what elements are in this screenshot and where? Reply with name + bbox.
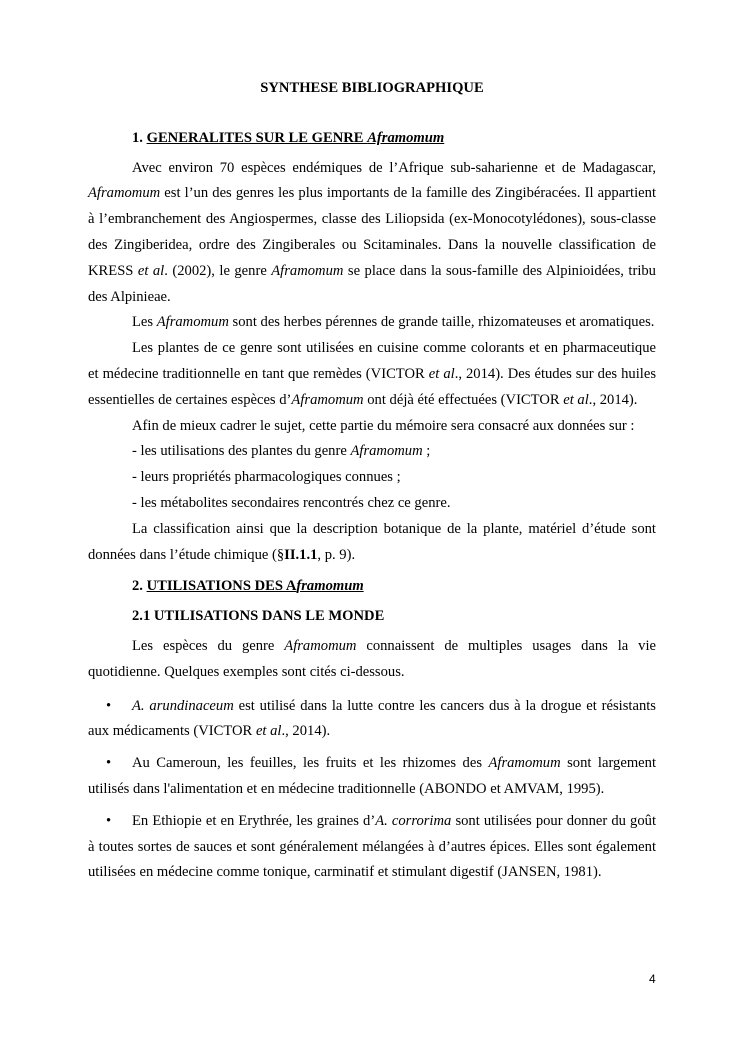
text-run-italic: Aframomum bbox=[291, 391, 364, 408]
bullet-item-2 bbox=[88, 751, 656, 803]
text-run: sont largement utilisés dans l'alimentation et en médecine traditionnelle (ABONDO et AMVAM, 1995). bbox=[88, 755, 657, 797]
paragraph-4: Afin de mieux cadrer le sujet, cette partie du mémoire sera consacré aux données sur : bbox=[132, 417, 635, 434]
text-run: ; bbox=[422, 443, 431, 460]
text-run: ont déjà été effectuées (VICTOR bbox=[363, 391, 564, 408]
bullet-item-3 bbox=[88, 809, 656, 886]
text-run: connaissent de multiples usages dans la vie quotidienne. Quelques exemples sont cités ci-dessous. bbox=[88, 637, 657, 680]
section-2-1-heading: 2.1 UTILISATIONS DANS LE MONDE bbox=[132, 608, 385, 625]
section-2-title bbox=[147, 578, 364, 594]
section-1-title bbox=[147, 130, 445, 146]
section-1-number: 1. bbox=[132, 129, 147, 146]
text-run-italic: Aframomum bbox=[350, 443, 423, 460]
text-run: Les espèces du genre bbox=[132, 637, 285, 654]
paragraph-3 bbox=[88, 336, 656, 413]
text-run-italic: Aframomum bbox=[488, 755, 561, 772]
section-1-title-italic: Aframomum bbox=[367, 129, 445, 146]
paragraph-2 bbox=[88, 310, 656, 336]
text-run: Les bbox=[132, 314, 157, 331]
section-1-heading bbox=[88, 126, 656, 152]
section-2-title-text: UTILISATIONS DES A bbox=[146, 578, 297, 595]
text-run: est l’un des genres les plus importants de la famille des Zingibéracées. Il appartient à l’embranchement des Angiospermes, classe des Liliopsida (ex-Monocotylédones), sous-classe des Zingiberidea, ordre des Zingiberales ou Scitaminales. Dans la nouvelle classification de KRESS bbox=[88, 185, 656, 279]
page-content bbox=[88, 76, 656, 886]
page-number: 4 bbox=[649, 972, 656, 986]
text-run-italic: Aframomum bbox=[284, 637, 357, 654]
text-run: , p. 9). bbox=[317, 546, 356, 563]
text-run: La classification ainsi que la description botanique de la plante, matériel d’étude sont données dans l’étude chimique (§ bbox=[88, 520, 656, 563]
bullet-icon: • bbox=[106, 697, 112, 714]
text-run: ., 2014). bbox=[281, 723, 331, 740]
text-run: sont des herbes pérennes de grande taille, rhizomateuses et aromatiques. bbox=[228, 314, 655, 331]
text-run: Avec environ 70 espèces endémiques de l’Afrique sub-saharienne et de Madagascar, bbox=[132, 159, 656, 176]
paragraph-1 bbox=[88, 156, 656, 311]
bullet-item-1 bbox=[88, 694, 656, 746]
bullet-icon: • bbox=[106, 812, 112, 829]
text-run: se place dans la sous-famille des Alpinioidées, tribu des Alpinieae. bbox=[88, 262, 656, 305]
paragraph-6 bbox=[88, 634, 656, 686]
section-2-title-italic: framomum bbox=[296, 578, 364, 595]
text-run-italic: A. corrorima bbox=[375, 812, 452, 829]
section-2-heading bbox=[88, 574, 656, 600]
text-run-italic: Aframomum bbox=[271, 262, 344, 279]
text-run-bold: II.1.1 bbox=[284, 546, 318, 563]
text-run-italic: Aframomum bbox=[156, 314, 229, 331]
text-run-italic: et al bbox=[255, 723, 282, 740]
text-run: - les utilisations des plantes du genre bbox=[132, 443, 351, 460]
text-run: sont utilisées pour donner du goût à toutes sortes de sauces et sont généralement mélangées à d’autres épices. Elles sont également utilisées en médecine comme tonique, carminatif et stimulant digestif (JANSEN, 1981). bbox=[88, 812, 656, 881]
section-1-title-text: GENERALITES SUR LE GENRE bbox=[146, 129, 368, 146]
paragraph-5 bbox=[88, 517, 656, 569]
text-run: ., 2014). Des études sur des huiles essentielles de certaines espèces d’ bbox=[88, 365, 656, 408]
text-run: est utilisé dans la lutte contre les cancers dus à la drogue et résistants aux médicaments (VICTOR bbox=[88, 697, 656, 740]
text-run: Au Cameroun, les feuilles, les fruits et les rhizomes des bbox=[132, 755, 489, 772]
list-item: - leurs propriétés pharmacologiques connues ; bbox=[132, 469, 401, 486]
text-run-italic: et al bbox=[137, 262, 165, 279]
text-run-italic: Aframomum bbox=[88, 185, 161, 202]
text-run-italic: et al bbox=[428, 365, 455, 382]
list-item bbox=[88, 439, 656, 465]
list-item: - les métabolites secondaires rencontrés chez ce genre. bbox=[132, 494, 451, 511]
text-run: . (2002), le genre bbox=[164, 262, 272, 279]
section-2-number: 2. bbox=[132, 578, 147, 595]
text-run: ., 2014). bbox=[588, 391, 638, 408]
text-run-italic: et al bbox=[563, 391, 589, 408]
text-run-italic: A. arundinaceum bbox=[132, 697, 234, 714]
bullet-icon: • bbox=[106, 755, 112, 772]
text-run: Les plantes de ce genre sont utilisées en cuisine comme colorants et en pharmaceutique et médecine traditionnelle en tant que remèdes (VICTOR bbox=[88, 340, 656, 382]
page-title: SYNTHESE BIBLIOGRAPHIQUE bbox=[260, 80, 484, 96]
text-run: En Ethiopie et en Erythrée, les graines d’ bbox=[132, 812, 376, 829]
